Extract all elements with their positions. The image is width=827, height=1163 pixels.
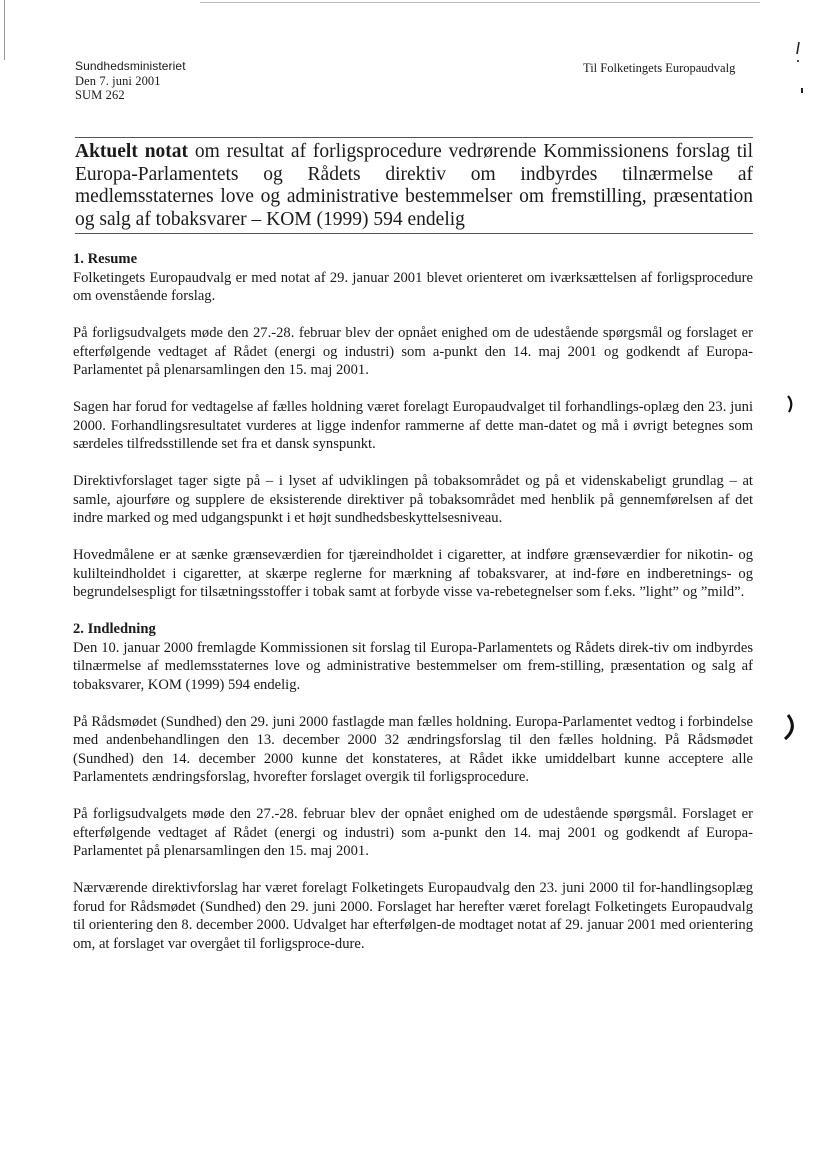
resume-paragraph-4: Direktivforslaget tager sigte på – i lyset af udviklingen på tobaksområdet og på et videnskabeligt grundlag – at samle, ajourføre og supplere de eksisterende direktiver på tobaksområdet med henblik på gennemførelsen af det indre marked og med udgangspunkt i et højt sundhedsbeskyttelsesniveau. [73, 473, 753, 526]
document-title [75, 141, 753, 231]
recipient: Til Folketingets Europaudvalg [583, 61, 736, 75]
sender-org: Sundhedsministeriet [75, 59, 186, 73]
margin-dot [798, 86, 806, 96]
title-line-4: og salg af tobaksvarer – KOM (1999) 594 endelig [75, 208, 465, 230]
indledning-paragraph-1: Den 10. januar 2000 fremlagde Kommissionen sit forslag til Europa-Parlamentets og Rådets direk-tiv om indbyrdes tilnærmelse af medlemsstaternes love og administrative bestemmelser om frem-stilling, præsentation og salg af tobaksvarer, KOM (1999) 594 endelig. [73, 639, 753, 693]
title-line-3: medlemsstaternes love og administrative bestemmelser om fremstilling, præsentation [75, 186, 753, 207]
title-rule-bottom [75, 233, 753, 234]
title-rule-top [75, 137, 753, 138]
document-date: Den 7. juni 2001 [75, 73, 161, 88]
indledning-paragraph-4: Nærværende direktivforslag har været forelagt Folketingets Europaudvalg den 23. juni 2000 til for-handlingsoplæg forud for Rådsmødet (Sundhed) den 29. juni 2000. Forslaget har herefter været forelagt Folketingets Europaudvalg til orientering den 8. december 2000. Udvalget har efterfølgen-de modtaget notat af 29. januar 2001 med orientering om, at forslaget var overgået til forligsproce-dure. [73, 880, 753, 952]
resume-paragraph-1: Folketingets Europaudvalg er med notat af 29. januar 2001 blevet orienteret om iværksættelsen af forligsprocedure om ovenstående forslag. [73, 269, 753, 304]
title-line-1-text: om resultat af forligsprocedure vedrørende Kommissionens forslag til [188, 141, 753, 162]
sender-block [75, 59, 186, 103]
indledning-paragraph-3: På forligsudvalgets møde den 27.-28. februar blev der opnået enighed om de udestående spørgsmål. Forslaget er efterfølgende vedtaget af Rådet (energi og industri) som a-punkt den 14. maj 2001 og godkendt af Europa-Parlamentet på plenarsamlingen den 15. maj 2001. [73, 806, 753, 859]
section-heading-indledning: 2. Indledning [73, 621, 156, 637]
indledning-paragraph-2: På Rådsmødet (Sundhed) den 29. juni 2000 fastlagde man fælles holdning. Europa-Parlamentet vedtog i forbindelse med andenbehandlingen den 13. december 2000 32 ændringsforslag til den fælles holdning. På Rådsmødet (Sundhed) den 14. december 2000 kunne det konstateres, at Rådet ikke umiddelbart kunne acceptere alle Parlamentets ændringsforslag, hvorefter forslaget overgik til forligsprocedure. [73, 713, 753, 785]
margin-mark-top [790, 40, 806, 68]
document-reference: SUM 262 [75, 88, 125, 102]
document-body [73, 250, 753, 972]
resume-paragraph-5: Hovedmålene er at sænke grænseværdien for tjæreindholdet i cigaretter, at indføre grænseværdier for nikotin- og kulilteindholdet i cigaretter, at skærpe reglerne for mærkning af tobaksvarer, at ind-føre en indberetnings- og begrundelsespligt for tilsætningsstoffer i tobak samt at forbyde visse va-rebetegnelser som f.eks. ”light” og ”mild”. [73, 547, 753, 600]
margin-bracket-1 [784, 393, 798, 415]
title-bold-lead: Aktuelt notat [75, 141, 189, 162]
section-heading-resume: 1. Resume [73, 251, 138, 267]
margin-bracket-2 [780, 712, 800, 742]
resume-paragraph-3: Sagen har forud for vedtagelse af fælles holdning været forelagt Europaudvalget til forhandlings-oplæg den 23. juni 2000. Forhandlingsresultatet vurderes at ligge indenfor rammerne af dette man-datet og må i øvrigt betegnes som særdeles tilfredsstillende set fra et dansk synspunkt. [73, 399, 753, 452]
title-line-1 [75, 141, 753, 164]
resume-paragraph-2: På forligsudvalgets møde den 27.-28. februar blev der opnået enighed om de udestående spørgsmål og forslaget er efterfølgende vedtaget af Rådet (energi og industri) som a-punkt den 14. maj 2001 og godkendt af Europa-Parlamentet på plenarsamlingen den 15. maj 2001. [73, 325, 753, 378]
scan-top-edge [200, 2, 760, 3]
title-line-2: Europa-Parlamentets og Rådets direktiv om indbyrdes tilnærmelse af [75, 163, 753, 185]
scan-left-edge [4, 0, 5, 60]
